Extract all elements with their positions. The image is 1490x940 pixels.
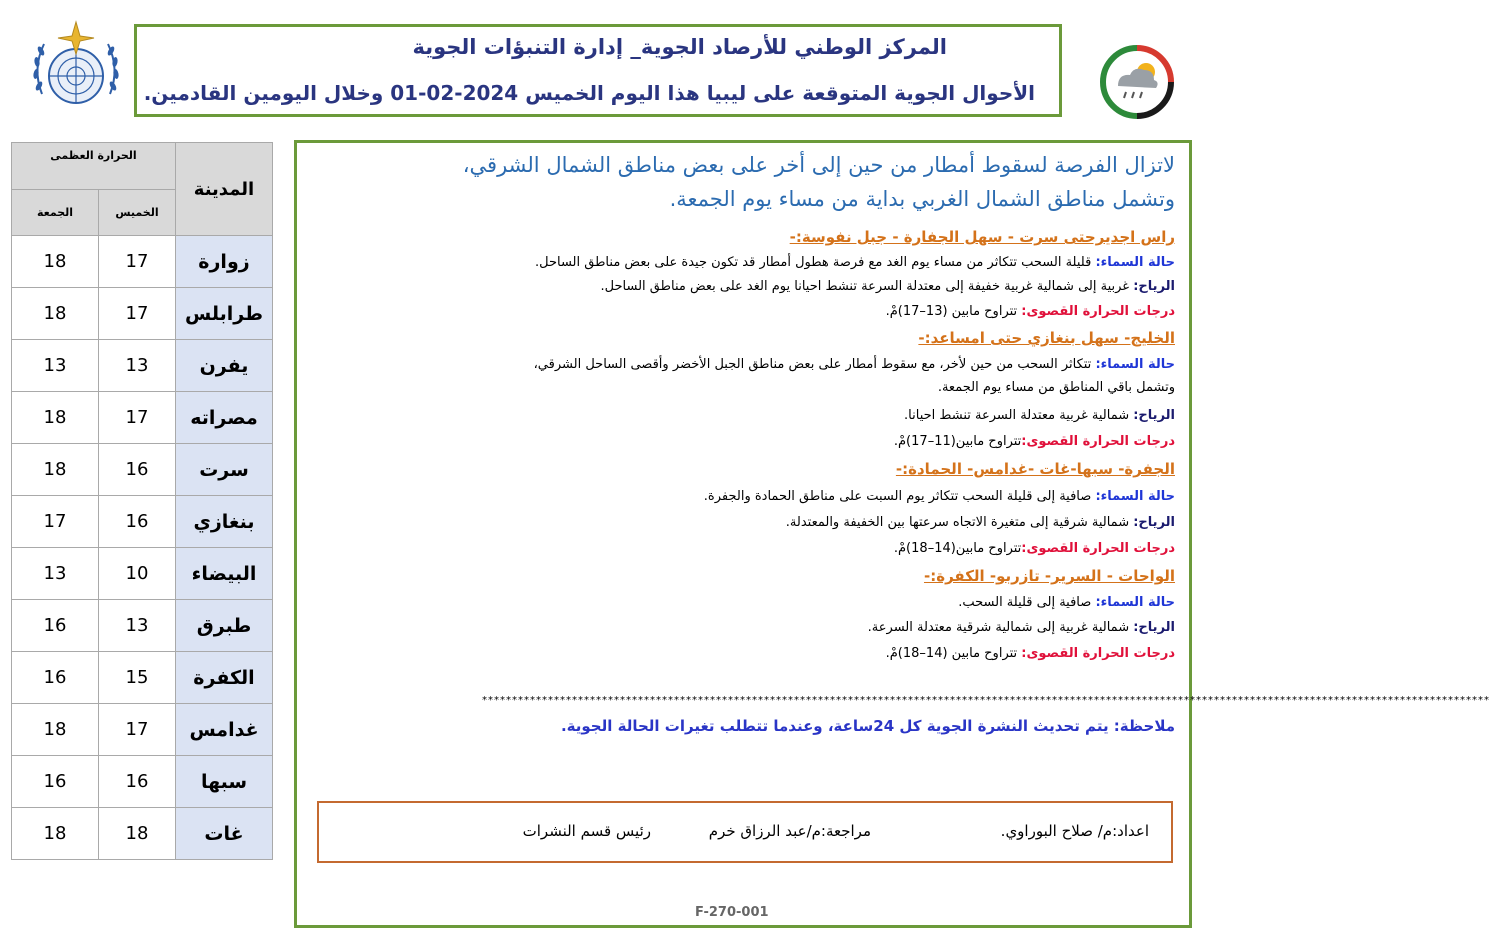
city-name: طرابلس bbox=[176, 288, 273, 340]
region-3-wind-text: شمالية شرقية إلى متغيرة الاتجاه سرعتها بين الخفيفة والمعتدلة. bbox=[785, 515, 1134, 530]
region-2-wind bbox=[904, 408, 1175, 423]
header-city: المدينة bbox=[176, 143, 273, 236]
region-1-temp bbox=[886, 304, 1175, 319]
header-box bbox=[134, 24, 1062, 117]
header-max-temp: الحرارة العظمى bbox=[12, 143, 176, 190]
thursday-value: 16 bbox=[99, 496, 176, 548]
region-1-sky-text: قليلة السحب تتكاثر من مساء يوم الغد مع فرصة هطول أمطار قد تكون جيدة على بعض مناطق الساحل. bbox=[534, 255, 1096, 270]
friday-value: 18 bbox=[12, 236, 99, 288]
thursday-value: 13 bbox=[99, 340, 176, 392]
friday-value: 18 bbox=[12, 808, 99, 860]
friday-value: 18 bbox=[12, 444, 99, 496]
thursday-value: 15 bbox=[99, 652, 176, 704]
page-subtitle: الأحوال الجوية المتوقعة على ليبيا هذا اليوم الخميس 2024-02-01 وخلال اليومين القادمين. bbox=[143, 81, 1035, 105]
table-row bbox=[12, 756, 273, 808]
ncm-weather-logo-icon bbox=[1094, 42, 1180, 122]
thursday-value: 18 bbox=[99, 808, 176, 860]
city-name: مصراته bbox=[176, 392, 273, 444]
region-1-title: راس اجديرحتى سرت - سهل الجفارة - جبل نفوسة:- bbox=[789, 228, 1175, 246]
thursday-value: 17 bbox=[99, 704, 176, 756]
table-row bbox=[12, 288, 273, 340]
region-3-temp-text: تتراوح مابين(14–18)مْ. bbox=[893, 541, 1022, 556]
table-row bbox=[12, 652, 273, 704]
wind-label: الرياح: bbox=[1133, 279, 1175, 294]
table-row bbox=[12, 600, 273, 652]
region-3-temp bbox=[894, 541, 1175, 556]
region-2-temp bbox=[894, 434, 1175, 449]
friday-value: 16 bbox=[12, 600, 99, 652]
wind-label: الرياح: bbox=[1133, 620, 1175, 635]
sky-label: حالة السماء: bbox=[1095, 357, 1175, 372]
table-row bbox=[12, 808, 273, 860]
table-row bbox=[12, 548, 273, 600]
table-row bbox=[12, 444, 273, 496]
wmo-emblem-icon bbox=[22, 14, 130, 122]
wind-label: الرياح: bbox=[1133, 408, 1175, 423]
region-4-title: الواحات - السرير- تازربو- الكفرة:- bbox=[923, 567, 1175, 585]
wind-label: الرياح: bbox=[1133, 515, 1175, 530]
header-thursday: الخميس bbox=[99, 190, 176, 236]
region-2-sky-text: تتكاثر السحب من حين لأخر، مع سقوط أمطار على بعض مناطق الجبل الأخضر وأقصى الساحل الشرقي، bbox=[533, 357, 1096, 372]
city-name: زوارة bbox=[176, 236, 273, 288]
region-4-wind bbox=[868, 620, 1175, 635]
region-2-wind-text: شمالية غربية معتدلة السرعة تنشط احيانا. bbox=[904, 408, 1134, 423]
region-2-temp-text: تتراوح مابين(11–17)مْ. bbox=[893, 434, 1022, 449]
friday-value: 13 bbox=[12, 548, 99, 600]
region-1-wind-text: غربية إلى شمالية غربية خفيفة إلى معتدلة السرعة تنشط احيانا يوم الغد على بعض مناطق الساحل. bbox=[600, 279, 1134, 294]
table-row bbox=[12, 496, 273, 548]
header-friday: الجمعة bbox=[12, 190, 99, 236]
temp-label: درجات الحرارة القصوى: bbox=[1021, 541, 1175, 556]
thursday-value: 10 bbox=[99, 548, 176, 600]
region-1-wind bbox=[601, 279, 1175, 294]
thursday-value: 16 bbox=[99, 444, 176, 496]
page-title: المركز الوطني للأرصاد الجوية_ إدارة التنبؤات الجوية bbox=[412, 35, 947, 59]
region-3-wind bbox=[786, 515, 1175, 530]
region-1-temp-text: تتراوح مابين (13–17)مْ. bbox=[885, 304, 1022, 319]
table-row bbox=[12, 392, 273, 444]
signature-box bbox=[317, 801, 1173, 863]
thursday-value: 13 bbox=[99, 600, 176, 652]
temp-label: درجات الحرارة القصوى: bbox=[1021, 646, 1175, 661]
friday-value: 18 bbox=[12, 704, 99, 756]
thursday-value: 17 bbox=[99, 236, 176, 288]
temp-label: درجات الحرارة القصوى: bbox=[1021, 434, 1175, 449]
table-row bbox=[12, 704, 273, 756]
region-2-sky bbox=[534, 357, 1175, 372]
region-2-sky-cont: وتشمل باقي المناطق من مساء يوم الجمعة. bbox=[937, 380, 1175, 395]
forecast-box bbox=[294, 140, 1490, 928]
region-4-sky bbox=[958, 595, 1175, 610]
friday-value: 16 bbox=[12, 652, 99, 704]
temperature-table bbox=[11, 142, 273, 860]
friday-value: 16 bbox=[12, 756, 99, 808]
city-name: غدامس bbox=[176, 704, 273, 756]
thursday-value: 17 bbox=[99, 288, 176, 340]
friday-value: 18 bbox=[12, 288, 99, 340]
friday-value: 17 bbox=[12, 496, 99, 548]
table-row bbox=[12, 236, 273, 288]
region-3-sky bbox=[704, 489, 1175, 504]
city-name: يفرن bbox=[176, 340, 273, 392]
separator-stars: ************************************************************************************************************************************************************************ bbox=[482, 695, 1490, 706]
form-code: F-270-001 bbox=[695, 905, 769, 920]
temp-label: درجات الحرارة القصوى: bbox=[1021, 304, 1175, 319]
intro-line-1: لاتزال الفرصة لسقوط أمطار من حين إلى أخر على بعض مناطق الشمال الشرقي، bbox=[462, 153, 1175, 177]
intro-line-2: وتشمل مناطق الشمال الغربي بداية من مساء يوم الجمعة. bbox=[669, 187, 1175, 211]
head-of-bulletins: رئيس قسم النشرات bbox=[522, 822, 651, 840]
city-name: سبها bbox=[176, 756, 273, 808]
table-row bbox=[12, 340, 273, 392]
city-name: طبرق bbox=[176, 600, 273, 652]
sky-label: حالة السماء: bbox=[1095, 489, 1175, 504]
city-name: بنغازي bbox=[176, 496, 273, 548]
region-3-title: الجفرة- سبها-غات -غدامس- الحمادة:- bbox=[895, 460, 1175, 478]
region-2-title: الخليج- سهل بنغازي حتى امساعد:- bbox=[918, 329, 1175, 347]
city-name: سرت bbox=[176, 444, 273, 496]
region-4-temp bbox=[886, 646, 1175, 661]
city-name: غات bbox=[176, 808, 273, 860]
update-note: ملاحظة: يتم تحديث النشرة الجوية كل 24ساعة، وعندما تتطلب تغيرات الحالة الجوية. bbox=[560, 717, 1175, 735]
sky-label: حالة السماء: bbox=[1095, 255, 1175, 270]
friday-value: 13 bbox=[12, 340, 99, 392]
region-1-sky bbox=[535, 255, 1175, 270]
region-3-sky-text: صافية إلى قليلة السحب تتكاثر يوم السبت على مناطق الحمادة والجفرة. bbox=[703, 489, 1096, 504]
region-4-temp-text: تتراوح مابين (14–18)مْ. bbox=[885, 646, 1022, 661]
region-4-wind-text: شمالية غربية إلى شمالية شرقية معتدلة السرعة. bbox=[867, 620, 1134, 635]
city-name: البيضاء bbox=[176, 548, 273, 600]
sky-label: حالة السماء: bbox=[1095, 595, 1175, 610]
reviewed-by: مراجعة:م/عبد الرزاق خرم bbox=[708, 822, 871, 840]
prepared-by: اعداد:م/ صلاح البوراوي. bbox=[1000, 822, 1149, 840]
temperature-rows bbox=[12, 236, 273, 860]
region-4-sky-text: صافية إلى قليلة السحب. bbox=[958, 595, 1096, 610]
city-name: الكفرة bbox=[176, 652, 273, 704]
thursday-value: 16 bbox=[99, 756, 176, 808]
thursday-value: 17 bbox=[99, 392, 176, 444]
friday-value: 18 bbox=[12, 392, 99, 444]
